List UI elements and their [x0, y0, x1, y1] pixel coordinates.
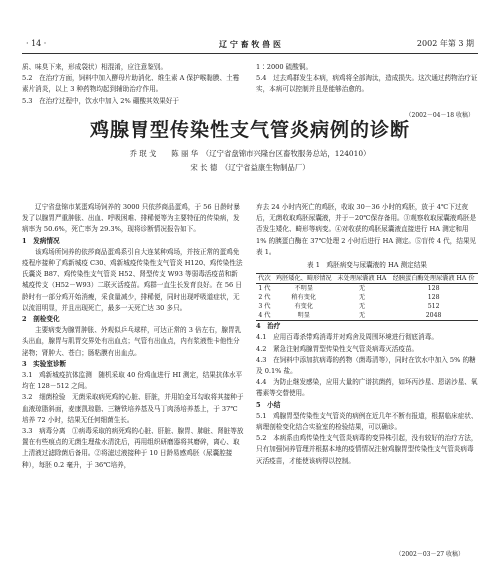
table-cell: 明显 [273, 311, 335, 321]
issue-label: 2002 年第 3 期 [416, 39, 474, 48]
paragraph: 4.4 为防止继发感染，应用大量的广谱抗菌药，如环丙沙星、恩诺沙星、氧霉素等交替使用。 [256, 378, 478, 398]
table-header-cell: 未处理尿囊液 HA [335, 274, 390, 284]
table-header-cell: 代次 [256, 274, 273, 284]
prev-paragraph: 5.4 过去鸡群发生本病，病鸡将全部淘汰，造成损失。这次通过药物治疗证实，本病可以控制并且是能够治愈的。 [256, 74, 478, 94]
table-header-cell: 经胰蛋白酶处理尿囊液 HA 价 [389, 274, 478, 284]
right-column [256, 202, 478, 467]
authors-line-1: 乔 珉 戈 陈 丽 华 （辽宁省盘锦市兴隆台区畜牧服务总站，124010） [129, 149, 371, 158]
table-cell: 无 [358, 285, 365, 293]
header-rule [22, 53, 478, 54]
table-cell: 有变化 [294, 303, 314, 311]
article-title: 鸡腺胃型传染性支气管炎病例的诊断 [89, 119, 410, 141]
table-cell: 2048 [389, 311, 478, 321]
table-cell: 128 [427, 294, 440, 302]
table-cell: 4 代 [256, 311, 273, 321]
received-date-previous: （2002－04－18 收稿） [405, 112, 474, 119]
received-date: （2002－03－27 收稿） [395, 551, 464, 558]
paragraph: 该鸡场所饲养的依莎商品蛋鸡系引自大连某种鸡场，并按正常的蛋鸡免疫程序接种了鸡新城疫 C30、鸡新城疫传染性支气管炎 H120、鸡传染性法氏囊炎 B87、鸡传染性支气管炎 H52、肾型传支 W93 等弱毒活疫苗和新城疫传支（H52－W93）二联灭活疫苗。鸡群一直生长发育良好。在 56 日龄时有一部分鸡开始消瘦，采食量减少，排稀便，同时出现呼吸道症状，无以流泪明显，并且出现死亡，最多一天死亡达 30 多只。 [22, 247, 243, 312]
section-heading: 3 实验室诊断 [22, 359, 67, 368]
journal-name: 辽 宁 畜 牧 兽 医 [219, 39, 281, 49]
table-cell: 无 [358, 303, 365, 311]
prev-paragraph: 5.2 在治疗方面，饲料中加入酵母片助消化、维生素 A 保护喉黏膜、土霉素片消炎，以上 3 种药物均起到辅助治疗作用。 [22, 74, 240, 94]
table-cell: 512 [427, 303, 440, 311]
prev-paragraph: 5.3 在治疗过程中，饮水中加入 2% 硼酸其效果好于 [22, 96, 180, 105]
paragraph: 3.2 细菌检验 无菌采取病死鸡的心脏、肝脏，并用铂金耳勾取将其接种于血液琼脂斜面，麦康凯琼脂、三糖铁培养基及马丁肉汤培养基上，于 37℃培养 72 小时，结果无任何细菌生长。 [22, 393, 244, 424]
paragraph: 3.1 鸡新城疫抗体监测 随机采取 40 份鸡血进行 HI 测定，结果抗体水平均在 128－512 之间。 [22, 371, 243, 391]
paragraph: 4.2 紧急注射鸡腺胃型传染性支气管炎病毒灭活疫苗。 [256, 344, 419, 353]
section-heading: 4 治疗 [256, 322, 281, 331]
table-caption: 表 1 鸡胚病变与尿囊液的 HA 测定结果 [307, 261, 427, 270]
paragraph: 5.2 本病系由鸡传染性支气管炎病毒的变异株引起，没有较好的治疗方法，只有加强饲养管理并根据本地的疫情情况注射鸡腺胃型传染性支气管炎病毒灭活疫苗，才能使该病得以控制。 [256, 434, 478, 465]
table-header-row [256, 274, 478, 284]
table-row [256, 284, 478, 294]
table-row [256, 311, 478, 321]
table-cell: 2 代 [258, 294, 271, 302]
section-heading: 2 剖检变化 [22, 315, 60, 324]
table-row [256, 302, 478, 311]
table-cell: 3 代 [258, 303, 271, 311]
ha-result-table [256, 273, 478, 321]
prev-paragraph: 1∶2000 硫酸铜。 [256, 63, 313, 71]
left-column [22, 202, 244, 471]
paragraph: 辽宁省盘锦市某蛋鸡场饲养的 3000 只依莎商品蛋鸡，于 56 日龄时暴发了以腺胃严重肿胀、出血、呼吸困难、排稀便等为主要特征的传染病，发病率为 50.6%，死亡率为 29.3%，现将诊断情况报告如下。 [22, 203, 240, 234]
paragraph: 弃去 24 小时内死亡的鸡胚，收取 30－36 小时的鸡胚，放于 4℃下过夜后，无菌收取鸡胚尿囊液，并于－20℃保存备用。③观察收取尿囊液鸡胚是否发生矮化、畸形等病变。④对收获的鸡胚尿囊液直接进行 HA 测定和用 1% 的胰蛋白酶在 37℃处理 2 小时后进行 HA 测定。⑤盲传 4 代，结果见表 1。 [256, 203, 477, 256]
table-header-cell: 鸡胚矮化、畸形情况 [273, 274, 335, 284]
table-row [256, 293, 478, 302]
page-number: · 14 · [26, 39, 47, 48]
paragraph: 4.1 应用百毒杀带鸡消毒并对鸡舍及周围环境进行彻底消毒。 [256, 333, 438, 342]
paragraph: 5.1 鸡腺胃型传染性支气管炎的病例在近几年不断有报道，根据临床症状、病理剖检变化结合实验室的检验结果，可以确诊。 [256, 411, 478, 432]
paragraph: 4.3 在饲料中添加抗病毒的药物（菌毒清等），同时在饮水中加入 5% 的糖及 0.1% 盐。 [256, 355, 476, 376]
section-heading: 1 发病情况 [22, 236, 60, 245]
table-cell: 无 [358, 294, 365, 302]
paragraph: 主要病变为腺胃肿胀、外观似乒乓球样，可达正常的 3 倍左右，腺胃乳头出血，腺胃与肌胃交界处有出血点；气管有出血点，内有浆液性卡他性分泌物；肾肿大、苍白；肠粘膜有出血点。 [22, 326, 242, 357]
previous-article-left [22, 62, 244, 107]
section-heading: 5 小结 [256, 400, 281, 409]
authors-line-2: 宋 长 德 （辽宁省益康生物制品厂） [190, 163, 310, 172]
table-cell: 128 [427, 285, 440, 293]
table-cell: 1 代 [258, 285, 271, 293]
previous-article-right [256, 62, 478, 96]
table-cell: 稍有变化 [291, 294, 317, 302]
running-header [22, 38, 478, 50]
table-cell: 不明显 [294, 285, 314, 293]
paragraph: 3.3 病毒分离 ①病毒采取的病死鸡的心脏、肝脏、腺胃、肺脏、肾脏等放置在有些痕点的无菌生理盐水清洗后，再用组织研磨器将其磨碎，离心、取上清液过滤除菌后备用。②将滤过液接种于 10 日龄易感鸡胚（尿囊腔接种），每胚 0.2 毫升，于 36℃培养， [22, 427, 244, 469]
prev-paragraph: 质、味臭下来，形成袋状）相混淆，应注意鉴别。 [22, 63, 168, 71]
table-cell: 无 [335, 311, 390, 321]
